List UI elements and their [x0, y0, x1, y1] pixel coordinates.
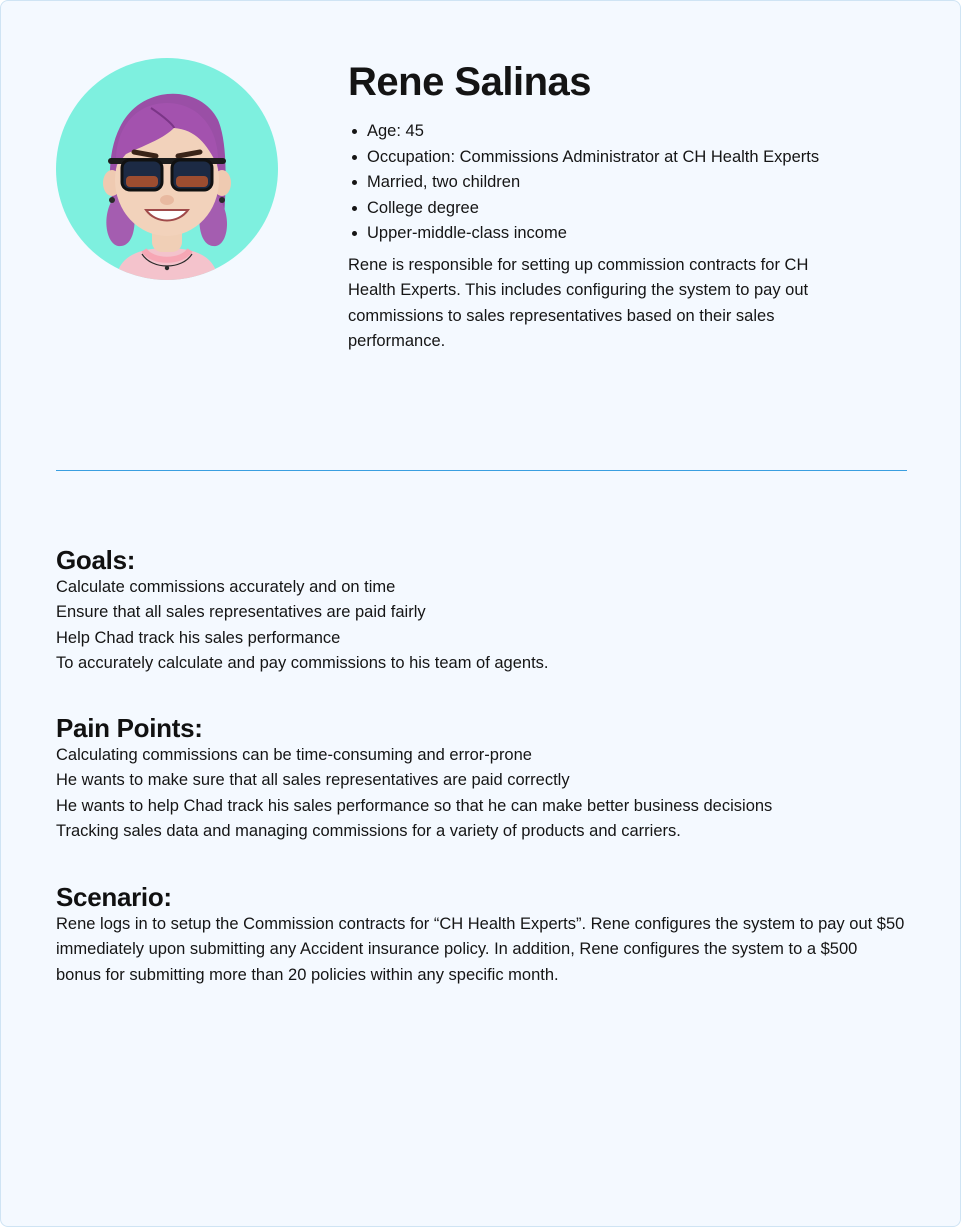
- pain-point-item: He wants to help Chad track his sales performance so that he can make better business decisions: [56, 796, 773, 815]
- persona-name: Rene Salinas: [348, 60, 592, 104]
- pain-point-item: Calculating commissions can be time-consuming and error-prone: [56, 746, 532, 764]
- section-divider: [56, 470, 907, 471]
- scenario-text: Rene logs in to setup the Commission contracts for “CH Health Experts”. Rene configures the system to pay out $50 immediately upon submitting any Accident insurance policy. In addition, Rene configures the system to a $500 bonus for submitting more than 20 policies within any specific month.: [56, 915, 905, 984]
- profile-summary: [348, 59, 868, 355]
- goal-item: Ensure that all sales representatives are paid fairly: [56, 603, 426, 622]
- pain-points-section: [56, 713, 916, 844]
- pain-point-item: He wants to make sure that all sales representatives are paid correctly: [56, 771, 570, 790]
- scenario-section: [56, 882, 916, 988]
- goal-item: Calculate commissions accurately and on time: [56, 578, 396, 596]
- goal-item: Help Chad track his sales performance: [56, 628, 341, 647]
- goals-heading: Goals:: [56, 545, 136, 575]
- fact-item: Married, two children: [348, 170, 868, 196]
- persona-facts: [348, 119, 868, 247]
- fact-item: College degree: [348, 196, 868, 222]
- scenario-heading: Scenario:: [56, 882, 172, 912]
- goals-section: [56, 545, 916, 676]
- avatar: [56, 58, 278, 280]
- fact-item: Age: 45: [348, 119, 868, 145]
- fact-item: Upper-middle-class income: [348, 221, 868, 247]
- persona-bio: Rene is responsible for setting up commission contracts for CH Health Experts. This includes configuring the system to pay out commissions to sales representatives based on their sales performance.: [348, 255, 809, 350]
- pain-point-item: Tracking sales data and managing commissions for a variety of products and carriers.: [56, 821, 681, 840]
- goal-item: To accurately calculate and pay commissions to his team of agents.: [56, 653, 549, 672]
- fact-item: Occupation: Commissions Administrator at CH Health Experts: [348, 145, 868, 171]
- avatar-illustration: [56, 58, 278, 280]
- pain-points-heading: Pain Points:: [56, 713, 203, 743]
